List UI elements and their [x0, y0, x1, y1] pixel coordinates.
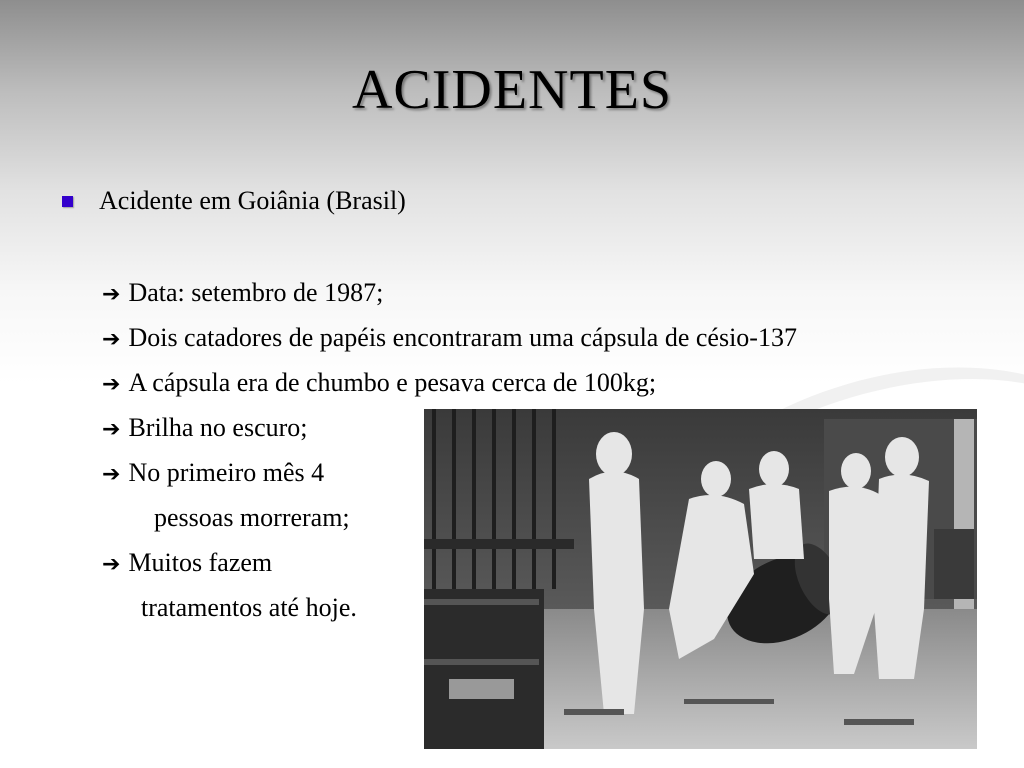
- arrow-right-icon: ➔: [102, 372, 121, 397]
- arrow-right-icon: ➔: [102, 327, 121, 352]
- list-item-text: Dois catadores de papéis encontraram uma cápsula de césio-137: [128, 323, 797, 352]
- list-item-text: Muitos fazem: [128, 548, 273, 577]
- arrow-right-icon: ➔: [102, 417, 121, 442]
- list-item-text: Data: setembro de 1987;: [128, 278, 384, 307]
- list-item: [102, 368, 656, 398]
- list-item-text: tratamentos até hoje.: [141, 593, 357, 622]
- arrow-right-icon: ➔: [102, 552, 121, 577]
- main-bullet: [62, 186, 406, 216]
- list-item: [102, 458, 324, 488]
- accident-photo: [424, 409, 977, 749]
- list-item-continuation: [141, 593, 357, 623]
- main-bullet-text: Acidente em Goiânia (Brasil): [99, 186, 406, 215]
- list-item-text: Brilha no escuro;: [128, 413, 308, 442]
- list-item-text: pessoas morreram;: [154, 503, 350, 532]
- workers-with-barrels-image: [424, 409, 977, 749]
- list-item-continuation: [154, 503, 350, 533]
- arrow-right-icon: ➔: [102, 462, 121, 487]
- list-item-text: A cápsula era de chumbo e pesava cerca de 100kg;: [128, 368, 657, 397]
- square-bullet-icon: [62, 196, 73, 207]
- list-item: [102, 413, 308, 443]
- slide-title: ACIDENTES: [351, 59, 673, 121]
- list-item-text: No primeiro mês 4: [128, 458, 325, 487]
- arrow-right-icon: ➔: [102, 282, 121, 307]
- list-item: [102, 278, 383, 308]
- list-item: [102, 323, 797, 353]
- list-item: [102, 548, 272, 578]
